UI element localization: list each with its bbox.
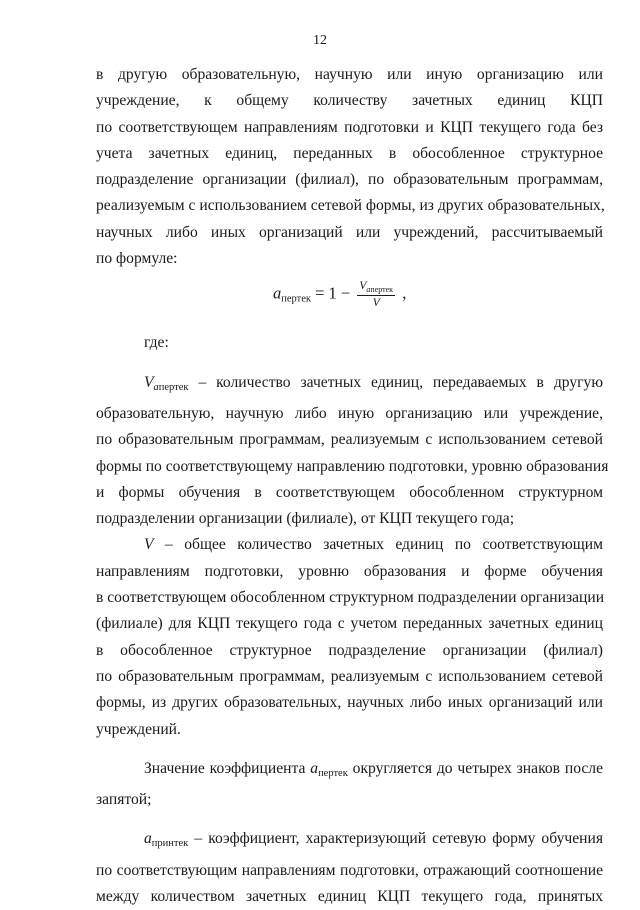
definition-symbol: V (144, 536, 154, 554)
note-text-pre: Значение коэффициента (144, 759, 306, 777)
rounding-note (96, 756, 603, 814)
text-line: реализуемым с использованием сетевой формы, из других образовательных, (96, 197, 605, 215)
where-label: где: (144, 334, 169, 352)
formula-num-symbol: V (359, 280, 367, 293)
symbol-v: V (144, 373, 154, 391)
page-number: 12 (313, 33, 327, 48)
text-line: в соответствующем обособленном структурном подразделении организации (96, 589, 605, 607)
formula-equals: = 1 − (315, 283, 351, 303)
text-line: учреждений. (96, 720, 181, 738)
formula-fraction (357, 280, 395, 309)
formula (273, 280, 406, 309)
text-line: (филиале) для КЦП текущего года с учетом переданных зачетных единиц (96, 615, 603, 633)
note-text-post: округляется до четырех знаков после (352, 759, 604, 777)
definition-first-line (96, 532, 603, 558)
definition-symbol (144, 370, 189, 401)
formula-num-sub: пертек (370, 285, 394, 295)
formula-lhs-sub: пертек (281, 293, 311, 305)
text-line: учреждение, к общему количеству зачетных единиц КЦП (96, 92, 603, 110)
text-line: подразделение организации (филиал), по образовательным программам, (96, 171, 603, 189)
text-line: формы, из других образовательных, научных либо иных организаций или (96, 694, 603, 712)
text-line: научных либо иных организаций или учреждений, рассчитываемый (96, 223, 603, 241)
text-line: по образовательным программам, реализуемым с использованием сетевой (96, 431, 603, 449)
definition-first-line (96, 370, 603, 401)
text-line: между количеством зачетных единиц КЦП текущего года, принятых (96, 888, 603, 906)
symbol-a: a (310, 759, 319, 777)
symbol-sub: пертек (318, 767, 348, 779)
symbol-a: a (144, 830, 152, 848)
definition-text: – общее количество зачетных единиц по соответствующим (165, 536, 603, 554)
text-line: и формы обучения в соответствующем обособленном структурном (96, 483, 603, 501)
formula-lhs-symbol: a (273, 283, 282, 303)
formula-tail: , (402, 283, 407, 303)
paragraph-intro (96, 62, 603, 272)
text-line: направлениям подготовки, уровню образования и форме обучения (96, 562, 603, 580)
text-line: подразделении организации (филиале), от КЦП текущего года; (96, 510, 515, 528)
text-line: запятой; (96, 791, 152, 809)
text-line: по формуле: (96, 250, 178, 268)
symbol-sub: пертек (158, 381, 189, 393)
definition-v-pertek (96, 370, 609, 533)
text-line: формы по соответствующему направлению подготовки, уровню образования (96, 457, 609, 475)
definition-symbol (144, 826, 188, 857)
note-first-line (96, 756, 603, 787)
document-body (96, 62, 609, 910)
text-line: в обособленное структурное подразделение организации (филиал) (96, 641, 603, 659)
text-line: по образовательным программам, реализуемым с использованием сетевой (96, 667, 603, 685)
text-line: по соответствующим направлениям подготовки, отражающий соотношение (96, 861, 603, 879)
formula-block (96, 272, 603, 330)
symbol-a: a (153, 381, 159, 393)
definition-text: – коэффициент, характеризующий сетевую форму обучения (194, 830, 603, 848)
definition-v-total (96, 532, 603, 742)
definition-first-line (96, 826, 603, 857)
formula-numerator (357, 280, 395, 296)
formula-denominator: V (372, 297, 380, 310)
text-line: в другую образовательную, научную или иную организацию или (96, 66, 603, 83)
formula-num-inner-symbol: a (366, 285, 371, 295)
symbol-sub: принтек (151, 838, 189, 850)
definition-a-printek (96, 826, 603, 910)
note-symbol (310, 756, 348, 787)
definition-text: – количество зачетных единиц, передаваемых в другую (198, 373, 603, 391)
text-line: образовательную, научную либо иную организацию или учреждение, (96, 404, 603, 422)
text-line: учета зачетных единиц, переданных в обособленное структурное (96, 144, 603, 162)
text-line: по соответствующем направлениям подготовки и КЦП текущего года без (96, 118, 603, 136)
